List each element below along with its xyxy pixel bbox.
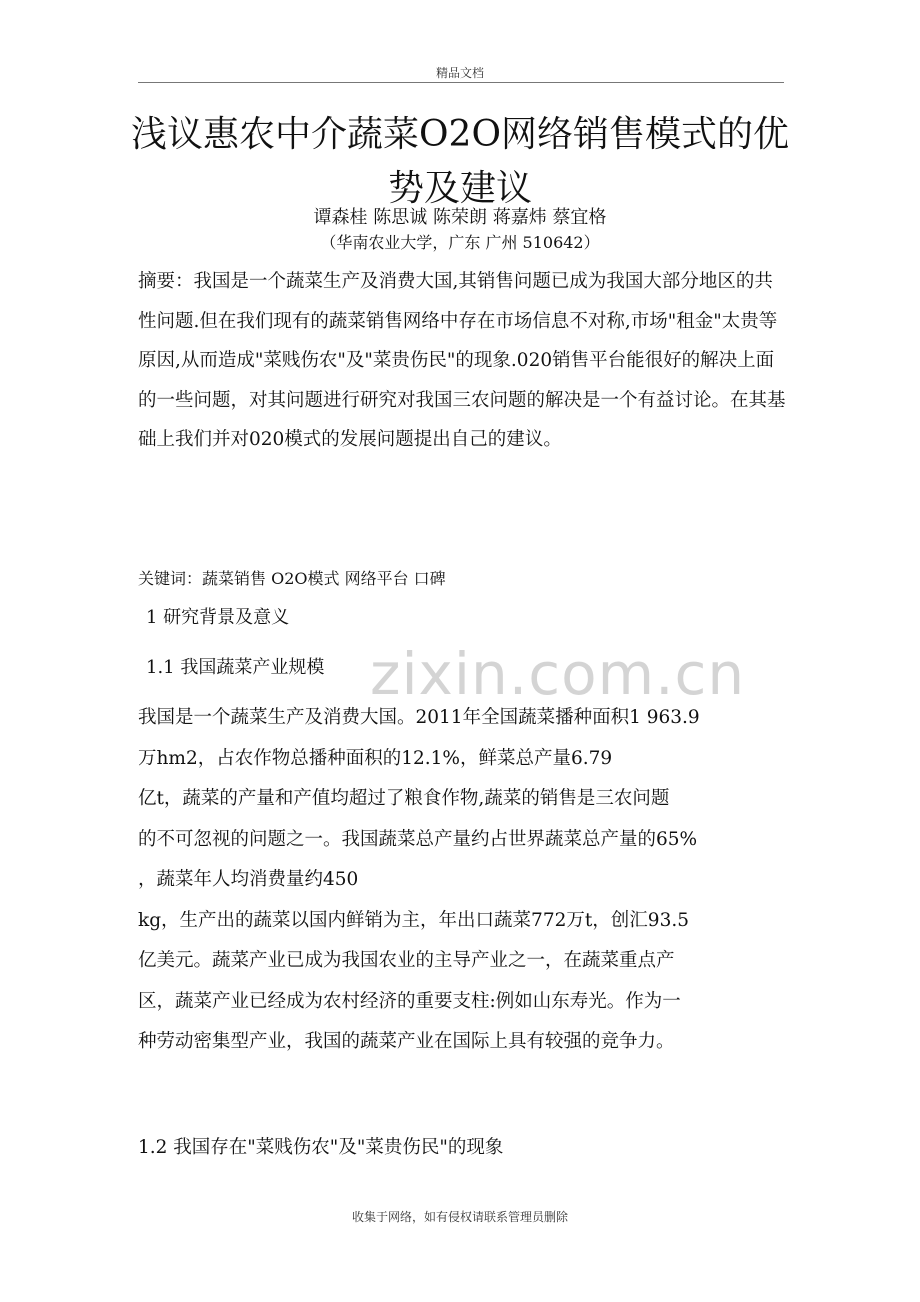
body-line: 亿t，蔬菜的产量和产值均超过了粮食作物,蔬菜的销售是三农问题 [138,788,670,809]
body-line: 种劳动密集型产业，我国的蔬菜产业在国际上具有较强的竞争力。 [138,1031,675,1052]
body-line: kg，生产出的蔬菜以国内鲜销为主，年出口蔬菜772万t，创汇93.5 [138,909,689,931]
body-line: 区，蔬菜产业已经成为农村经济的重要支柱:例如山东寿光。作为一 [138,990,681,1012]
document-title: 浅议惠农中介蔬菜O2O网络销售模式的优势及建议 [131,114,789,209]
abstract-paragraph: 摘要：我国是一个蔬菜生产及消费大国,其销售问题已成为我国大部分地区的共性问题.但在我们现有的蔬菜销售网络中存在市场信息不对称,市场"租金"太贵等原因,从而造成"菜贱伤农"及"菜贵伤民"的现象.020销售平台能很好的解决上面的一些问题，对其问题进行研究对我国三农问题的解决是一个有益讨论。在其基础上我们并对020模式的发展问题提出自己的建议。 [138,271,786,450]
header-rule [138,82,784,83]
footer-label: 收集于网络，如有侵权请联系管理员删除 [351,1210,568,1224]
body-line: 我国是一个蔬菜生产及消费大国。2011年全国蔬菜播种面积1 963.9 [138,707,700,728]
keywords-line: 关键词：蔬菜销售 O2O模式 网络平台 口碑 [138,569,446,588]
header-label: 精品文档 [435,66,484,80]
section-heading-1-1: 1.1 我国蔬菜产业规模 [146,657,325,678]
body-line: 万hm2，占农作物总播种面积的12.1%，鲜菜总产量6.79 [138,747,613,769]
section-heading-1-2: 1.2 我国存在"菜贱伤农"及"菜贵伤民"的现象 [138,1137,504,1158]
authors: 谭森桂 陈思诚 陈荣朗 蒋嘉炜 蔡宜格 [313,207,607,228]
body-line: ，蔬菜年人均消费量约450 [138,869,359,890]
body-line: 亿美元。蔬菜产业已成为我国农业的主导产业之一，在蔬菜重点产 [138,950,675,971]
watermark: zixin.com.cn [370,640,746,708]
affiliation: （华南农业大学，广东 广州 510642） [320,233,600,252]
body-paragraph [138,698,788,1063]
body-line: 的不可忽视的问题之一。我国蔬菜总产量约占世界蔬菜总产量的65% [138,828,698,850]
section-heading-1: 1 研究背景及意义 [146,607,290,628]
